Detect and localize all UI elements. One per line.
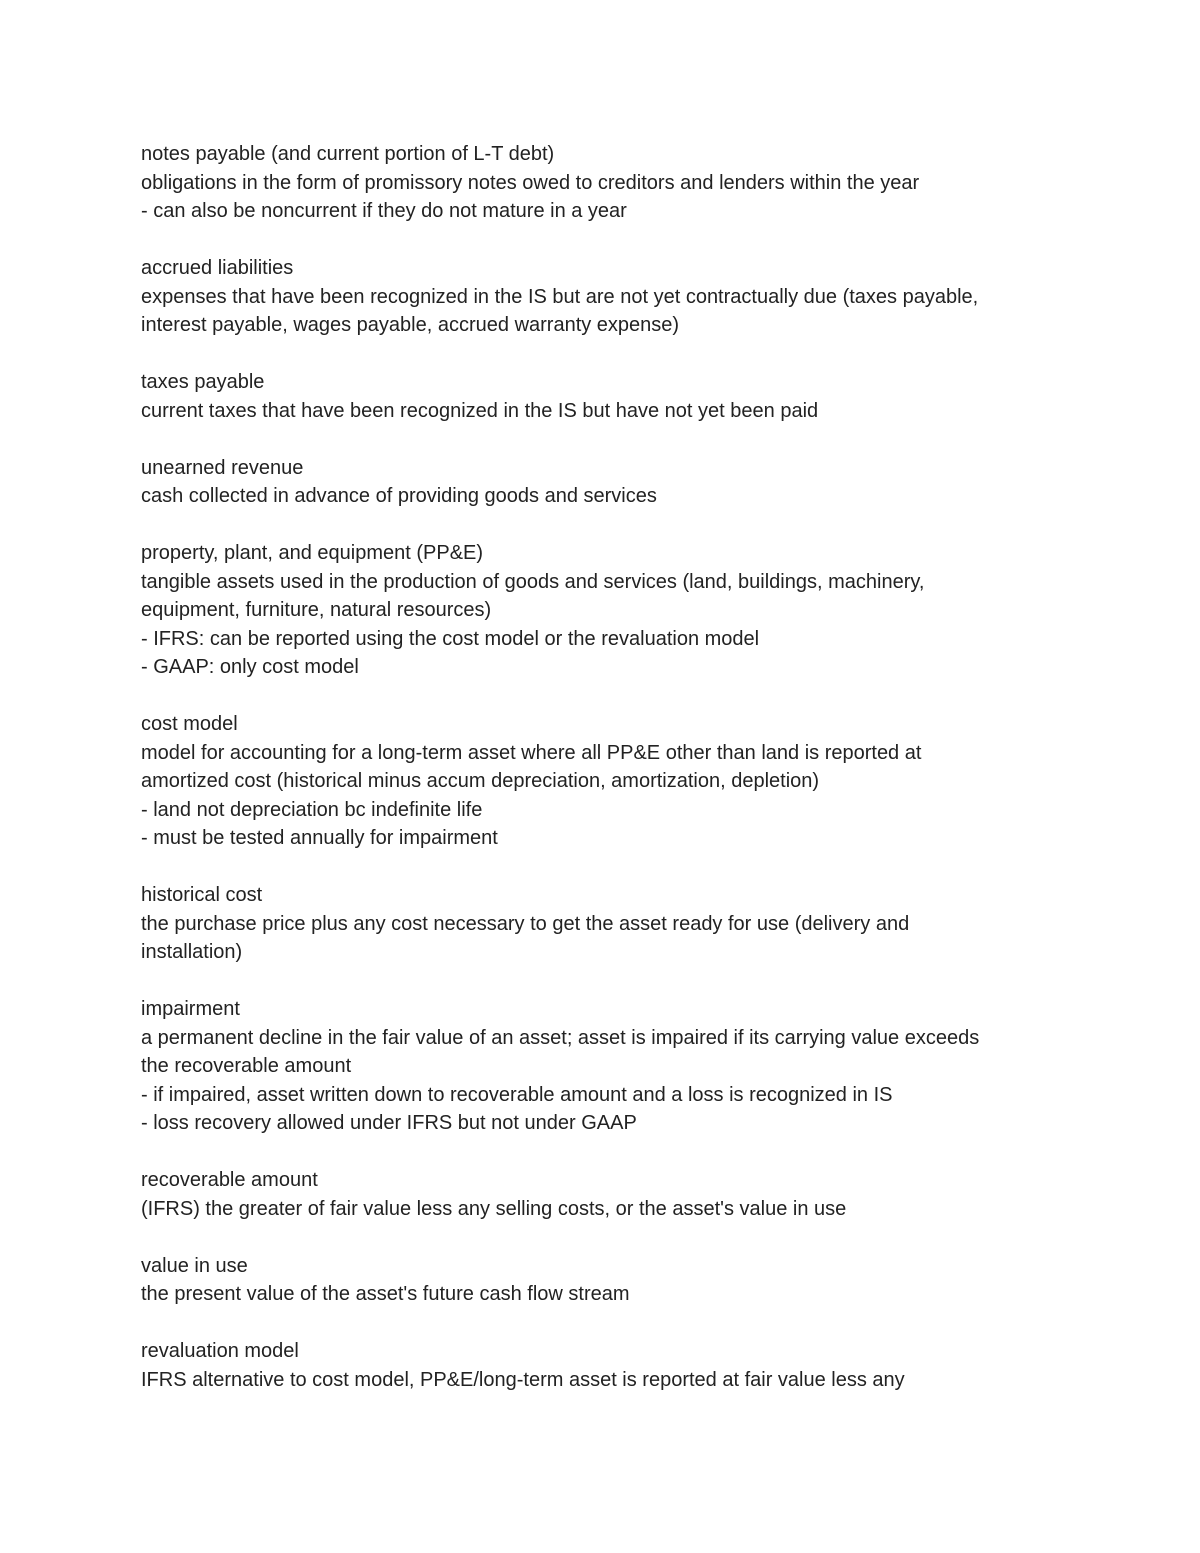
glossary-term: unearned revenue	[141, 456, 304, 479]
glossary-definition-line: - land not depreciation bc indefinite life	[141, 798, 483, 821]
glossary-definition-line: current taxes that have been recognized in the IS but have not yet been paid	[141, 399, 819, 422]
glossary-definition-line: the present value of the asset's future cash flow stream	[141, 1283, 630, 1305]
glossary-definition-line: IFRS alternative to cost model, PP&E/long-term asset is reported at fair value less any	[141, 1368, 905, 1391]
glossary-definition-line: interest payable, wages payable, accrued warranty expense)	[141, 314, 680, 336]
glossary-definition-line: cash collected in advance of providing goods and services	[141, 485, 657, 507]
glossary-entry	[141, 1337, 1101, 1394]
glossary-term: recoverable amount	[141, 1169, 318, 1191]
glossary-term: accrued liabilities	[141, 257, 294, 279]
glossary-term: taxes payable	[141, 371, 265, 393]
glossary-content	[141, 140, 1101, 1423]
glossary-entry	[141, 1166, 1101, 1223]
glossary-entry	[141, 995, 1101, 1138]
glossary-definition-line: obligations in the form of promissory notes owed to creditors and lenders within the year	[141, 171, 920, 194]
glossary-entry	[141, 881, 1101, 967]
glossary-term: historical cost	[141, 884, 263, 906]
glossary-definition-line: - can also be noncurrent if they do not mature in a year	[141, 200, 627, 222]
glossary-definition-line: - GAAP: only cost model	[141, 656, 359, 678]
glossary-term: cost model	[141, 713, 238, 735]
glossary-definition-line: - must be tested annually for impairment	[141, 827, 498, 849]
glossary-definition-line: tangible assets used in the production of goods and services (land, buildings, machinery,	[141, 570, 925, 593]
glossary-definition-line: installation)	[141, 941, 243, 963]
glossary-definition-line: (IFRS) the greater of fair value less any selling costs, or the asset's value in use	[141, 1197, 847, 1220]
glossary-definition-line: - loss recovery allowed under IFRS but not under GAAP	[141, 1112, 637, 1134]
glossary-entry	[141, 1252, 1101, 1309]
glossary-entry	[141, 368, 1101, 425]
glossary-term: property, plant, and equipment (PP&E)	[141, 542, 484, 564]
glossary-definition-line: equipment, furniture, natural resources)	[141, 599, 492, 621]
glossary-term: impairment	[141, 998, 240, 1020]
glossary-term: notes payable (and current portion of L-T debt)	[141, 143, 555, 165]
glossary-definition-line: - IFRS: can be reported using the cost model or the revaluation model	[141, 627, 760, 650]
glossary-definition-line: a permanent decline in the fair value of an asset; asset is impaired if its carrying value exceeds	[141, 1026, 980, 1049]
glossary-term: value in use	[141, 1254, 248, 1277]
glossary-entry	[141, 454, 1101, 511]
glossary-definition-line: expenses that have been recognized in the IS but are not yet contractually due (taxes payable,	[141, 285, 979, 308]
glossary-entry	[141, 710, 1101, 853]
glossary-entry	[141, 539, 1101, 682]
glossary-definition-line: amortized cost (historical minus accum depreciation, amortization, depletion)	[141, 770, 820, 792]
glossary-term: revaluation model	[141, 1340, 299, 1362]
glossary-definition-line: the recoverable amount	[141, 1055, 352, 1077]
glossary-definition-line: - if impaired, asset written down to recoverable amount and a loss is recognized in IS	[141, 1083, 893, 1106]
glossary-entry	[141, 140, 1101, 226]
glossary-entry	[141, 254, 1101, 340]
glossary-definition-line: the purchase price plus any cost necessary to get the asset ready for use (delivery and	[141, 912, 910, 935]
glossary-definition-line: model for accounting for a long-term asset where all PP&E other than land is reported at	[141, 741, 922, 764]
